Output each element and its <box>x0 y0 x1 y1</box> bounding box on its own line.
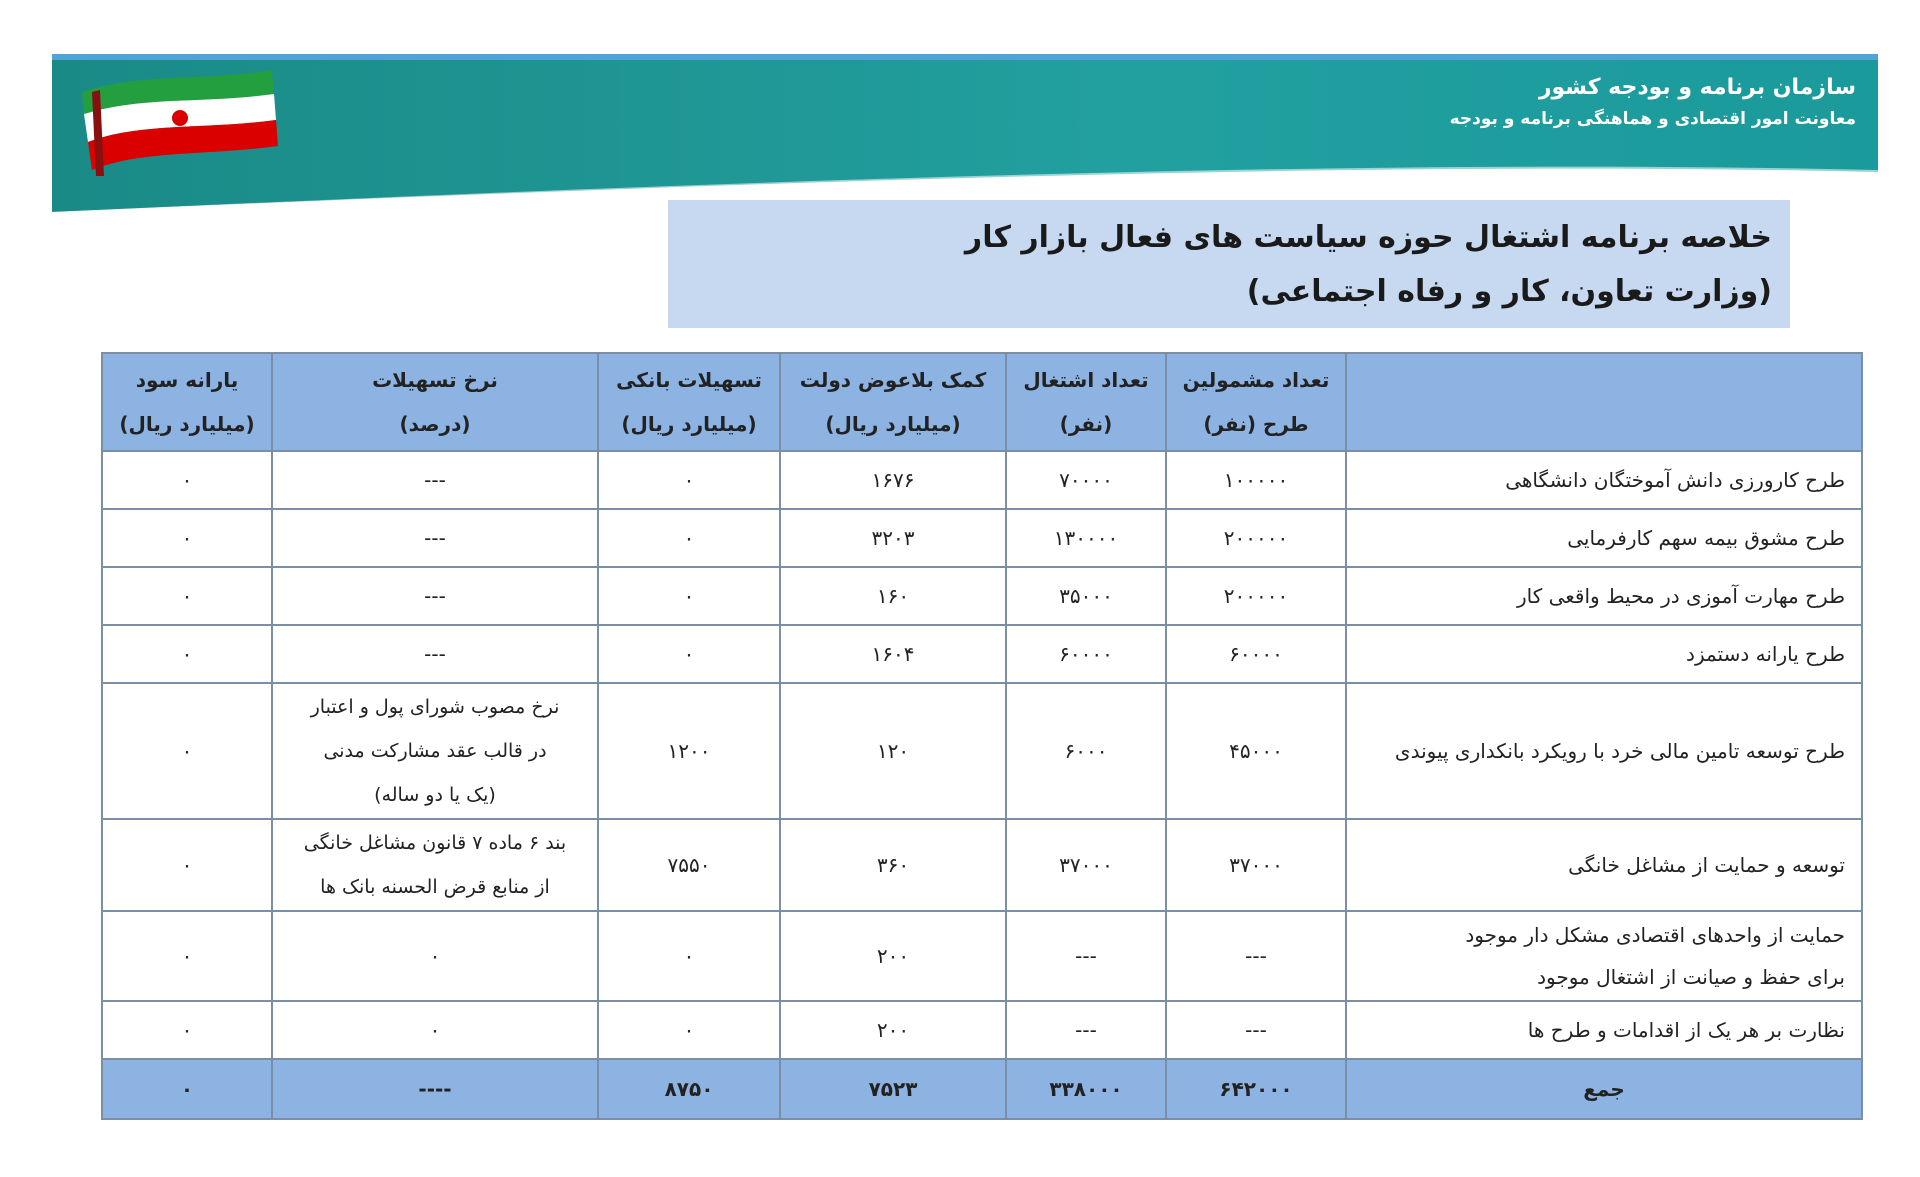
column-header-program <box>1346 353 1862 451</box>
organization-name <box>1450 70 1856 132</box>
grant-cell: ۲۰۰ <box>780 911 1006 1001</box>
total-employment: ۳۳۸۰۰۰ <box>1006 1059 1166 1119</box>
beneficiaries-cell: ۲۰۰۰۰۰ <box>1166 567 1346 625</box>
bank-loans-cell: ۰ <box>598 625 780 683</box>
grant-cell: ۳۶۰ <box>780 819 1006 911</box>
program-name: طرح توسعه تامین مالی خرد با رویکرد بانکداری پیوندی <box>1346 683 1862 819</box>
rate-cell: ۰ <box>272 911 598 1001</box>
column-header-grant: کمک بلاعوض دولت (میلیارد ریال) <box>780 353 1006 451</box>
bank-loans-cell: ۰ <box>598 1001 780 1059</box>
table-header-row <box>102 353 1862 451</box>
subsidy-cell: ۰ <box>102 683 272 819</box>
employment-cell: ۳۵۰۰۰ <box>1006 567 1166 625</box>
total-row <box>102 1059 1862 1119</box>
org-subtitle: معاونت امور اقتصادی و هماهنگی برنامه و بودجه <box>1449 109 1856 129</box>
employment-program-table <box>101 352 1863 1120</box>
bank-loans-cell: ۷۵۵۰ <box>598 819 780 911</box>
subsidy-cell: ۰ <box>102 911 272 1001</box>
total-rate: ---- <box>272 1059 598 1119</box>
beneficiaries-cell: --- <box>1166 1001 1346 1059</box>
grant-cell: ۱۲۰ <box>780 683 1006 819</box>
table-row <box>102 911 1862 1001</box>
beneficiaries-cell: ۶۰۰۰۰ <box>1166 625 1346 683</box>
employment-cell: ۳۷۰۰۰ <box>1006 819 1166 911</box>
total-grant: ۷۵۲۳ <box>780 1059 1006 1119</box>
grant-cell: ۱۶۷۶ <box>780 451 1006 509</box>
total-subsidy: ۰ <box>102 1059 272 1119</box>
bank-loans-cell: ۰ <box>598 567 780 625</box>
column-header-rate: نرخ تسهیلات (درصد) <box>272 353 598 451</box>
column-header-beneficiaries: تعداد مشمولین طرح (نفر) <box>1166 353 1346 451</box>
header-banner <box>52 52 1878 212</box>
rate-cell: --- <box>272 509 598 567</box>
rate-note-line: بند ۶ ماده ۷ قانون مشاغل خانگی <box>303 832 567 854</box>
column-header-subsidy: یارانه سود (میلیارد ریال) <box>102 353 272 451</box>
rate-note-line: (یک یا دو ساله) <box>374 784 496 806</box>
table-row <box>102 451 1862 509</box>
total-bank-loans: ۸۷۵۰ <box>598 1059 780 1119</box>
rate-cell: --- <box>272 451 598 509</box>
program-name <box>1346 911 1862 1001</box>
table-row <box>102 567 1862 625</box>
subsidy-cell: ۰ <box>102 567 272 625</box>
subsidy-cell: ۰ <box>102 819 272 911</box>
beneficiaries-cell: ۴۵۰۰۰ <box>1166 683 1346 819</box>
beneficiaries-cell: ۳۷۰۰۰ <box>1166 819 1346 911</box>
org-title: سازمان برنامه و بودجه کشور <box>1538 75 1856 100</box>
grant-cell: ۳۲۰۳ <box>780 509 1006 567</box>
employment-cell: --- <box>1006 1001 1166 1059</box>
rate-cell: --- <box>272 625 598 683</box>
table-row <box>102 625 1862 683</box>
program-name: توسعه و حمایت از مشاغل خانگی <box>1346 819 1862 911</box>
rate-cell: ۰ <box>272 1001 598 1059</box>
rate-cell: --- <box>272 567 598 625</box>
subsidy-cell: ۰ <box>102 451 272 509</box>
column-header-employment: تعداد اشتغال (نفر) <box>1006 353 1166 451</box>
program-name: طرح مشوق بیمه سهم کارفرمایی <box>1346 509 1862 567</box>
iran-flag-icon <box>52 52 282 182</box>
bank-loans-cell: ۰ <box>598 509 780 567</box>
employment-cell: ۶۰۰۰ <box>1006 683 1166 819</box>
subsidy-cell: ۰ <box>102 625 272 683</box>
program-name-line: حمایت از واحدهای اقتصادی مشکل دار موجود <box>1465 923 1845 947</box>
bank-loans-cell: ۱۲۰۰ <box>598 683 780 819</box>
employment-cell: ۷۰۰۰۰ <box>1006 451 1166 509</box>
employment-cell: ۶۰۰۰۰ <box>1006 625 1166 683</box>
bank-loans-cell: ۰ <box>598 451 780 509</box>
table-row <box>102 819 1862 911</box>
total-label: جمع <box>1346 1059 1862 1119</box>
grant-cell: ۱۶۰۴ <box>780 625 1006 683</box>
rate-note-line: از منابع قرض الحسنه بانک ها <box>320 876 550 898</box>
employment-cell: ۱۳۰۰۰۰ <box>1006 509 1166 567</box>
program-name-line: برای حفظ و صیانت از اشتغال موجود <box>1537 965 1845 989</box>
column-header-bank-loans: تسهیلات بانکی (میلیارد ریال) <box>598 353 780 451</box>
page-subtitle: (وزارت تعاون، کار و رفاه اجتماعی) <box>1246 274 1772 309</box>
program-name: طرح کارورزی دانش آموختگان دانشگاهی <box>1346 451 1862 509</box>
page-title-box <box>668 200 1790 328</box>
rate-note-line: نرخ مصوب شورای پول و اعتبار <box>310 696 560 718</box>
beneficiaries-cell: ۲۰۰۰۰۰ <box>1166 509 1346 567</box>
total-beneficiaries: ۶۴۲۰۰۰ <box>1166 1059 1346 1119</box>
rate-note-line: در قالب عقد مشارکت مدنی <box>323 740 547 762</box>
rate-cell <box>272 819 598 911</box>
grant-cell: ۱۶۰ <box>780 567 1006 625</box>
table-row <box>102 509 1862 567</box>
bank-loans-cell: ۰ <box>598 911 780 1001</box>
page-title: خلاصه برنامه اشتغال حوزه سیاست های فعال بازار کار <box>964 220 1772 255</box>
program-name: طرح یارانه دستمزد <box>1346 625 1862 683</box>
beneficiaries-cell: ۱۰۰۰۰۰ <box>1166 451 1346 509</box>
table-row <box>102 683 1862 819</box>
program-name: نظارت بر هر یک از اقدامات و طرح ها <box>1346 1001 1862 1059</box>
rate-cell <box>272 683 598 819</box>
table-row <box>102 1001 1862 1059</box>
subsidy-cell: ۰ <box>102 1001 272 1059</box>
subsidy-cell: ۰ <box>102 509 272 567</box>
program-name: طرح مهارت آموزی در محیط واقعی کار <box>1346 567 1862 625</box>
beneficiaries-cell: --- <box>1166 911 1346 1001</box>
grant-cell: ۲۰۰ <box>780 1001 1006 1059</box>
employment-cell: --- <box>1006 911 1166 1001</box>
